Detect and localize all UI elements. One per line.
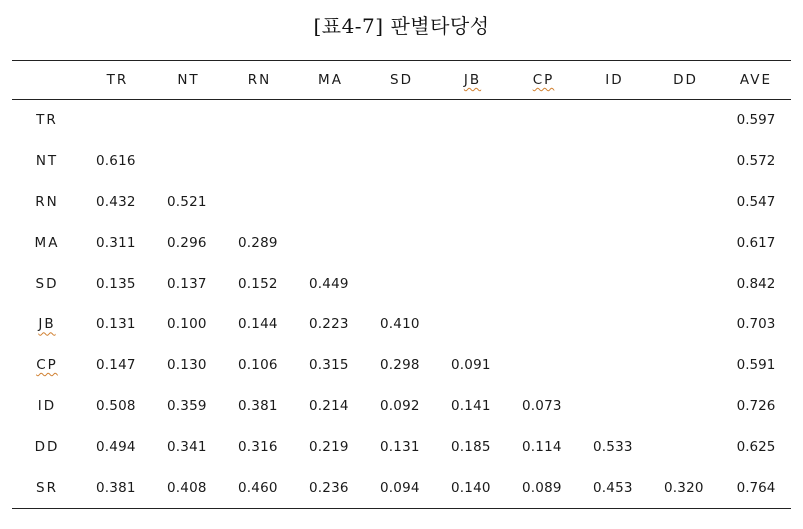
correlation-cell	[295, 222, 366, 263]
column-header: NT	[153, 61, 224, 100]
correlation-cell: 0.223	[309, 316, 349, 333]
ave-cell: 0.572	[736, 153, 776, 170]
correlation-cell	[579, 182, 650, 223]
table-row	[12, 182, 791, 223]
correlation-cell: 0.432	[96, 193, 136, 210]
correlation-cell	[295, 141, 366, 182]
correlation-cell: 0.359	[167, 397, 207, 414]
correlation-cell: 0.137	[167, 275, 207, 292]
correlation-cell	[437, 100, 508, 141]
correlation-cell: 0.494	[96, 438, 136, 455]
header-row	[12, 61, 791, 100]
correlation-cell	[437, 182, 508, 223]
correlation-cell: 0.341	[167, 438, 207, 455]
correlation-cell	[437, 222, 508, 263]
row-label: RN	[35, 193, 59, 210]
column-header: MA	[295, 61, 366, 100]
correlation-cell	[366, 141, 437, 182]
column-header: ID	[579, 61, 650, 100]
correlation-cell	[224, 141, 295, 182]
correlation-cell: 0.533	[593, 438, 633, 455]
table-row	[12, 345, 791, 386]
correlation-cell: 0.449	[309, 275, 349, 292]
correlation-cell	[295, 182, 366, 223]
correlation-cell	[437, 141, 508, 182]
correlation-cell	[579, 141, 650, 182]
correlation-cell	[650, 304, 721, 345]
correlation-cell	[579, 222, 650, 263]
correlation-cell	[508, 263, 579, 304]
ave-cell: 0.764	[721, 467, 791, 508]
correlation-cell	[650, 182, 721, 223]
correlation-cell: 0.100	[167, 316, 207, 333]
correlation-cell: 0.616	[96, 153, 136, 170]
correlation-cell	[366, 222, 437, 263]
table-row	[12, 263, 791, 304]
table-row	[12, 141, 791, 182]
correlation-cell: 0.460	[224, 467, 295, 508]
correlation-cell	[650, 386, 721, 427]
correlation-cell: 0.144	[238, 316, 278, 333]
correlation-cell	[508, 100, 579, 141]
row-label: TR	[36, 112, 58, 129]
ave-cell: 0.591	[736, 357, 776, 374]
correlation-cell: 0.089	[508, 467, 579, 508]
correlation-cell	[224, 182, 295, 223]
correlation-cell: 0.236	[295, 467, 366, 508]
correlation-cell	[508, 182, 579, 223]
row-label: DD	[34, 438, 60, 455]
corner-cell	[12, 61, 82, 100]
correlation-cell: 0.410	[380, 316, 420, 333]
column-header: CP	[508, 61, 579, 100]
correlation-cell	[579, 304, 650, 345]
row-label: JB	[38, 316, 56, 333]
correlation-cell: 0.140	[437, 467, 508, 508]
correlation-cell: 0.408	[153, 467, 224, 508]
correlation-cell: 0.131	[96, 316, 136, 333]
ave-cell: 0.726	[736, 397, 776, 414]
column-header: JB	[437, 61, 508, 100]
correlation-cell: 0.316	[238, 438, 278, 455]
table-row	[12, 386, 791, 427]
column-header: DD	[650, 61, 721, 100]
correlation-cell	[224, 100, 295, 141]
correlation-cell	[508, 304, 579, 345]
correlation-cell: 0.131	[380, 438, 420, 455]
correlation-cell: 0.315	[309, 357, 349, 374]
correlation-cell	[579, 345, 650, 386]
correlation-cell: 0.381	[238, 397, 278, 414]
table-row	[12, 467, 791, 508]
row-label: CP	[36, 357, 58, 374]
correlation-cell: 0.311	[96, 234, 136, 251]
ave-cell: 0.703	[736, 316, 776, 333]
correlation-cell	[650, 426, 721, 467]
correlation-cell	[650, 345, 721, 386]
ave-cell: 0.597	[736, 112, 776, 129]
correlation-cell	[366, 100, 437, 141]
correlation-cell: 0.106	[238, 357, 278, 374]
correlation-cell	[153, 100, 224, 141]
correlation-cell: 0.289	[238, 234, 278, 251]
table-title: [표4-7] 판별타당성	[313, 14, 490, 38]
correlation-cell: 0.185	[451, 438, 491, 455]
correlation-cell	[153, 141, 224, 182]
correlation-cell: 0.453	[579, 467, 650, 508]
column-header: TR	[82, 61, 153, 100]
ave-cell: 0.617	[736, 234, 776, 251]
correlation-cell: 0.073	[522, 397, 562, 414]
correlation-cell: 0.130	[167, 357, 207, 374]
column-header: RN	[224, 61, 295, 100]
discriminant-validity-table	[12, 60, 791, 509]
table-row	[12, 222, 791, 263]
row-label: NT	[35, 153, 59, 170]
row-label: SR	[12, 467, 82, 508]
correlation-cell	[508, 345, 579, 386]
correlation-cell	[366, 182, 437, 223]
correlation-cell: 0.214	[309, 397, 349, 414]
row-label: MA	[34, 234, 60, 251]
correlation-cell: 0.141	[451, 397, 491, 414]
correlation-cell	[82, 100, 153, 141]
row-label: ID	[37, 397, 57, 414]
table-row	[12, 100, 791, 141]
correlation-cell	[437, 263, 508, 304]
table-row	[12, 304, 791, 345]
ave-cell: 0.842	[736, 275, 776, 292]
correlation-cell: 0.296	[167, 234, 207, 251]
correlation-cell	[366, 263, 437, 304]
correlation-cell	[650, 263, 721, 304]
correlation-cell	[508, 141, 579, 182]
correlation-cell: 0.152	[238, 275, 278, 292]
correlation-cell: 0.091	[451, 357, 491, 374]
correlation-cell	[650, 141, 721, 182]
correlation-cell: 0.219	[309, 438, 349, 455]
table-row	[12, 426, 791, 467]
ave-cell: 0.625	[736, 438, 776, 455]
correlation-cell: 0.381	[82, 467, 153, 508]
correlation-cell: 0.508	[96, 397, 136, 414]
column-header: AVE	[721, 61, 791, 100]
correlation-cell	[437, 304, 508, 345]
row-label: SD	[35, 275, 59, 292]
correlation-cell	[579, 100, 650, 141]
ave-cell: 0.547	[736, 193, 776, 210]
correlation-cell	[579, 263, 650, 304]
correlation-cell: 0.094	[366, 467, 437, 508]
correlation-cell	[295, 100, 366, 141]
correlation-cell: 0.135	[96, 275, 136, 292]
correlation-cell	[579, 386, 650, 427]
correlation-cell: 0.298	[380, 357, 420, 374]
correlation-cell	[650, 222, 721, 263]
correlation-cell: 0.114	[522, 438, 562, 455]
correlation-cell	[508, 222, 579, 263]
correlation-cell: 0.092	[380, 397, 420, 414]
correlation-cell	[650, 100, 721, 141]
correlation-cell: 0.147	[96, 357, 136, 374]
column-header: SD	[366, 61, 437, 100]
correlation-cell: 0.320	[650, 467, 721, 508]
correlation-cell: 0.521	[167, 193, 207, 210]
